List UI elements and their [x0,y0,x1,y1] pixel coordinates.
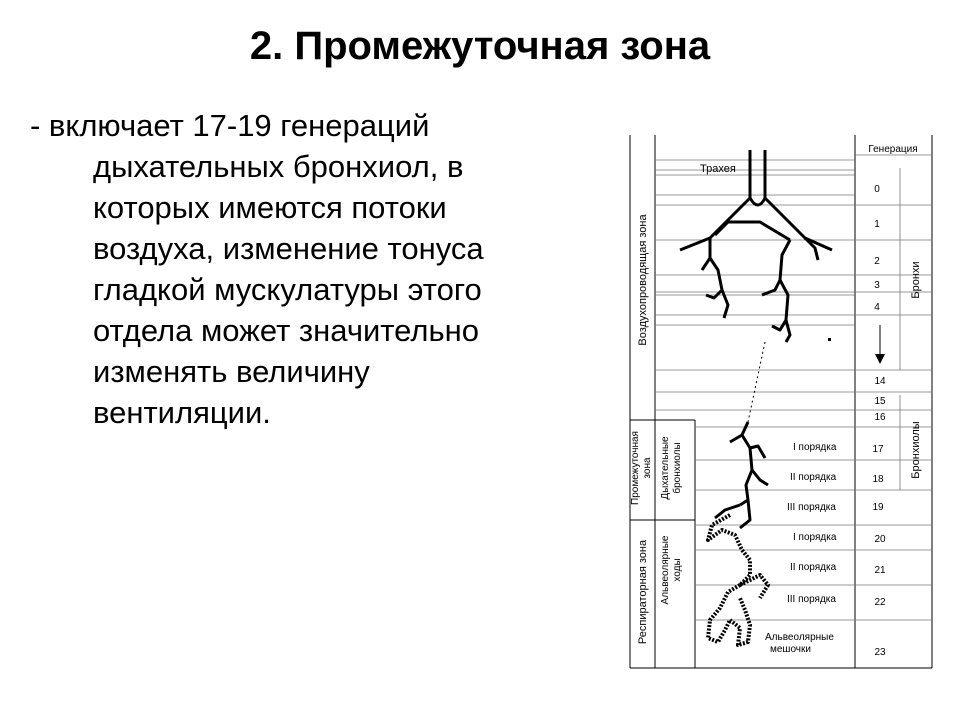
slide-title: 2. Промежуточная зона [249,24,711,68]
bronchiole-order-3: III порядка [787,502,836,513]
alveolar-ducts-label-1: Альвеолярные [660,535,671,605]
bronchiole-order-1: I порядка [793,442,837,453]
text-line-4: воздуха, изменение тонуса [93,231,484,266]
gen-23: 23 [874,647,886,658]
transitional-zone-label-1: Промежуточная [630,431,641,505]
gen-18: 18 [872,474,884,485]
resp-bronchioles-label-2: бронхиолы [672,442,683,494]
gen-21: 21 [874,565,886,576]
gen-17: 17 [872,444,884,455]
text-line-1: - включает 17-19 генераций [30,108,430,143]
text-line-8: вентиляции. [93,395,271,430]
generation-header: Генерация [868,144,918,155]
gen-16: 16 [874,412,886,423]
respiratory-zone-label: Респираторная зона [637,539,649,645]
text-line-2: дыхательных бронхиол, в [93,149,464,184]
airway-generations-diagram [610,130,940,680]
resp-bronchioles-label-1: Дыхательные [660,436,671,500]
gen-1: 1 [874,219,880,230]
gen-22: 22 [874,597,886,608]
trachea-label: Трахея [700,163,736,175]
gen-3: 3 [874,280,880,291]
bronchial-tree [680,150,832,342]
duct-order-2: II порядка [790,562,837,573]
alveolar-ducts-label-2: ходы [672,558,683,582]
transitional-zone-label-2: зона [642,457,653,479]
small-mark-icon [828,338,831,341]
gen-20: 20 [874,534,886,545]
respiratory-bronchioles [715,422,768,528]
alveolar-sacs-label-2: мешочки [770,644,811,655]
bronchioles-label: Бронхиолы [910,421,922,479]
bronchiole-order-2: II порядка [790,472,837,483]
alveolar-ducts [708,515,768,645]
gen-0: 0 [874,184,880,195]
bronchi-label: Бронхи [910,261,922,299]
text-line-7: изменять величину [93,354,370,389]
gen-14: 14 [874,376,886,387]
gen-15: 15 [874,396,886,407]
gen-19: 19 [872,502,884,513]
text-line-3: которых имеются потоки [93,190,447,225]
gen-4: 4 [874,302,880,313]
gen-2: 2 [874,256,880,267]
text-line-6: отдела может значительно [93,313,479,348]
conducting-zone-label: Воздухопроводящая зона [637,214,649,346]
duct-order-1: I порядка [793,532,837,543]
text-line-5: гладкой мускулатуры этого [93,272,482,307]
down-arrow-icon [875,325,885,364]
diagram-svg [610,130,940,675]
generation-numbers [872,184,886,658]
duct-order-3: III порядка [787,594,836,605]
alveolar-sacs-label-1: Альвеолярные [765,632,834,643]
